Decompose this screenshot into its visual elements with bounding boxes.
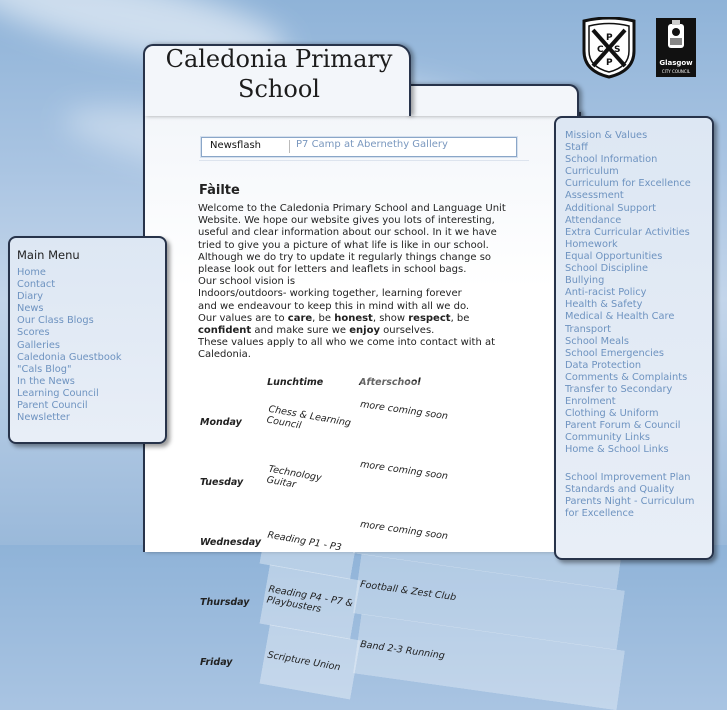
- side-menu: [554, 116, 714, 560]
- welcome-paragraph: Indoors/outdoors- working together, learning forever: [198, 288, 462, 300]
- newsflash-item-link[interactable]: P7 Camp at Abernethy Gallery: [296, 139, 448, 150]
- menu-link-galleries[interactable]: Galleries: [17, 339, 60, 351]
- main-menu-list: [17, 267, 122, 424]
- divider: [199, 160, 529, 161]
- table-header-empty: [197, 372, 264, 392]
- side-link[interactable]: Equal Opportunities: [565, 250, 663, 262]
- menu-spacer: [565, 457, 694, 473]
- svg-text:P: P: [606, 58, 613, 68]
- value-honest: honest: [334, 312, 373, 324]
- menu-link-parent-council[interactable]: Parent Council: [17, 400, 88, 412]
- header-shoulder: [405, 84, 579, 116]
- menu-link-home[interactable]: Home: [17, 267, 46, 278]
- side-link[interactable]: School Emergencies: [565, 347, 664, 359]
- side-menu-list: [565, 130, 694, 520]
- values-text: , be: [450, 312, 470, 324]
- side-link[interactable]: Parents Night - Curriculum: [565, 496, 695, 508]
- menu-link-guestbook[interactable]: Caledonia Guestbook: [17, 351, 122, 363]
- svg-text:C: C: [597, 45, 604, 55]
- side-link[interactable]: Attendance: [565, 214, 622, 226]
- page-title: [165, 44, 393, 104]
- side-link[interactable]: Mission & Values: [565, 130, 648, 141]
- values-paragraph: [198, 313, 520, 337]
- value-confident: confident: [198, 325, 252, 337]
- side-link[interactable]: Comments & Complaints: [565, 371, 688, 383]
- menu-link-in-the-news[interactable]: In the News: [17, 375, 75, 387]
- lunch-cell: Technology Guitar: [260, 444, 361, 519]
- glasgow-label: Glasgow: [659, 59, 693, 67]
- glasgow-city-council-logo[interactable]: [656, 18, 696, 77]
- side-link[interactable]: Home & School Links: [565, 444, 669, 456]
- side-link[interactable]: School Meals: [565, 335, 629, 347]
- coat-of-arms-icon: [656, 18, 696, 58]
- values-text: Our values are to: [198, 312, 288, 324]
- main-menu-title: Main Menu: [17, 248, 80, 262]
- side-link[interactable]: Parent Forum & Council: [565, 420, 681, 432]
- side-link[interactable]: Clothing & Uniform: [565, 408, 659, 420]
- title-line-1: Caledonia Primary: [165, 45, 393, 73]
- values-text: and make sure we: [251, 325, 350, 337]
- side-link[interactable]: Transport: [565, 323, 611, 335]
- after-cell: more coming soon: [353, 374, 625, 470]
- welcome-text: [198, 203, 520, 362]
- after-cell: Football & Zest Club: [353, 554, 625, 650]
- side-link[interactable]: Community Links: [565, 432, 650, 444]
- side-link[interactable]: Extra Curricular Activities: [565, 226, 690, 238]
- side-link[interactable]: Homework: [565, 238, 618, 250]
- table-row: [197, 632, 622, 692]
- menu-link-news[interactable]: News: [17, 303, 44, 315]
- side-link[interactable]: Medical & Health Care: [565, 311, 675, 323]
- day-cell: Thursday: [200, 596, 250, 608]
- menu-link-diary[interactable]: Diary: [17, 291, 44, 303]
- value-respect: respect: [408, 312, 451, 324]
- school-crest-logo[interactable]: [580, 17, 638, 79]
- welcome-heading: Fàilte: [199, 183, 240, 198]
- after-cell: more coming soon: [353, 434, 625, 530]
- side-link[interactable]: Transfer to Secondary: [565, 383, 673, 395]
- values-text: ourselves.: [379, 325, 435, 337]
- after-cell: Band 2-3 Running: [353, 614, 625, 710]
- svg-text:S: S: [614, 45, 621, 55]
- side-link[interactable]: for Excellence: [565, 508, 634, 520]
- day-cell: Friday: [200, 656, 233, 668]
- lunch-cell: Chess & Learning Council: [260, 384, 361, 459]
- menu-link-scores[interactable]: Scores: [17, 327, 50, 339]
- side-link[interactable]: Assessment: [565, 190, 624, 202]
- side-link[interactable]: School Discipline: [565, 263, 649, 275]
- side-link[interactable]: Staff: [565, 142, 588, 154]
- side-link[interactable]: Data Protection: [565, 359, 642, 371]
- newsflash-divider: [289, 140, 290, 153]
- menu-link-learning-council[interactable]: Learning Council: [17, 387, 99, 399]
- welcome-paragraph: Although we do try to update it regularly things change so please look out for letters and leaflets in school bags.: [198, 251, 492, 276]
- menu-link-cals-blog[interactable]: "Cals Blog": [17, 363, 72, 375]
- welcome-paragraph: Our school vision is: [198, 276, 296, 288]
- lunch-cell: Reading P4 - P7 & Playbusters: [260, 564, 361, 639]
- value-care: care: [287, 312, 313, 324]
- welcome-paragraph: Welcome to the Caledonia Primary School and Language Unit Website. We hope our website gives you lots of interesting, useful and clear information about our school. In it we have tried to give you a picture of what life is like in our school.: [198, 203, 506, 251]
- title-line-2: School: [238, 75, 320, 103]
- menu-link-contact[interactable]: Contact: [17, 279, 56, 291]
- day-cell: Tuesday: [200, 476, 244, 488]
- table-header-afterschool: Afterschool: [359, 376, 421, 388]
- side-link[interactable]: Curriculum: [565, 166, 619, 178]
- lunch-cell: Scripture Union: [260, 624, 361, 699]
- side-link[interactable]: School Improvement Plan: [565, 472, 691, 484]
- table-header-lunchtime: Lunchtime: [267, 376, 324, 388]
- side-link[interactable]: School Information: [565, 154, 658, 166]
- side-link[interactable]: Enrolment: [565, 396, 616, 408]
- menu-link-newsletter[interactable]: Newsletter: [17, 412, 70, 424]
- side-link[interactable]: Additional Support: [565, 202, 657, 214]
- city-council-label: CITY COUNCIL: [661, 69, 691, 74]
- side-link[interactable]: Bullying: [565, 275, 605, 287]
- value-enjoy: enjoy: [349, 325, 380, 337]
- values-text: , be: [312, 312, 335, 324]
- side-link[interactable]: Health & Safety: [565, 299, 643, 311]
- side-link[interactable]: Anti-racist Policy: [565, 287, 647, 299]
- values-text: , show: [372, 312, 409, 324]
- menu-link-class-blogs[interactable]: Our Class Blogs: [17, 315, 94, 327]
- newsflash-bar: [201, 137, 517, 157]
- side-link[interactable]: Standards and Quality: [565, 484, 675, 496]
- svg-text:P: P: [606, 33, 613, 43]
- side-link[interactable]: Curriculum for Excellence: [565, 178, 691, 190]
- lunch-cell: Reading P1 - P3: [260, 504, 361, 579]
- after-cell: more coming soon: [353, 494, 625, 590]
- main-menu: [8, 236, 167, 444]
- day-cell: Wednesday: [200, 536, 262, 548]
- day-cell: Monday: [200, 416, 242, 428]
- welcome-paragraph: These values apply to all who we come into contact with at Caledonia.: [198, 337, 496, 361]
- newsflash-label: Newsflash: [210, 140, 261, 151]
- welcome-paragraph: and we endeavour to keep this in mind with all we do.: [198, 300, 470, 312]
